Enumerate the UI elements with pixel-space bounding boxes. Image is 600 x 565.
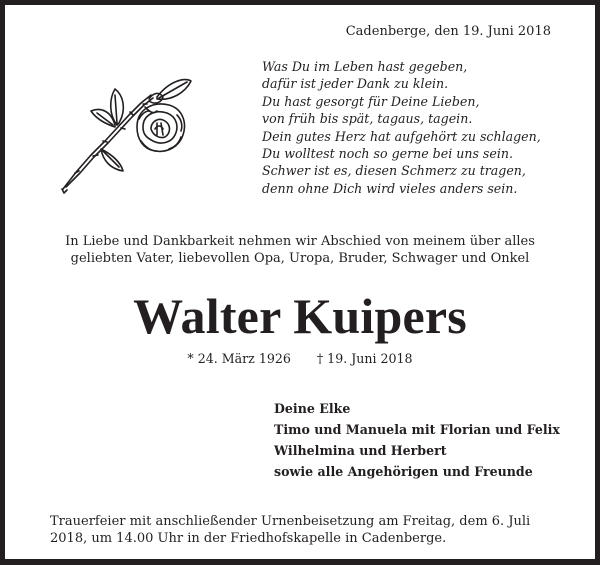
poem-line: Dein gutes Herz hat aufgehört zu schlagen, [262,128,541,144]
poem-line: Du hast gesorgt für Deine Lieben, [262,93,480,109]
mourner-line: sowie alle Angehörigen und Freunde [274,464,533,479]
mourners-list [274,398,560,482]
poem-line: Du wolltest noch so gerne bei uns sein. [262,146,513,162]
life-dates [5,351,595,366]
funeral-line: Trauerfeier mit anschließender Urnenbeisetzung am Freitag, dem 6. Juli [50,514,531,529]
mourner-line: Deine Elke [274,401,351,416]
deceased-name: Walter Kuipers [133,288,467,344]
poem-line: von früh bis spät, tagaus, tagein. [262,111,473,127]
place-and-date: Cadenberge, den 19. Juni 2018 [345,24,551,39]
death-date: † 19. Juni 2018 [316,351,413,366]
rose-icon [57,71,193,201]
poem-line: Was Du im Leben hast gegeben, [262,59,468,74]
mourner-line: Wilhelmina und Herbert [274,443,447,458]
memorial-poem [262,58,541,197]
birth-date: * 24. März 1926 [187,351,291,366]
funeral-line: 2018, um 14.00 Uhr in der Friedhofskapelle in Cadenberge. [50,531,447,546]
intro-line: geliebten Vater, liebevollen Opa, Uropa, Bruder, Schwager und Onkel [70,251,530,266]
mourner-line: Timo und Manuela mit Florian und Felix [274,422,560,437]
poem-line: denn ohne Dich wird vieles anders sein. [262,180,518,196]
intro-line: In Liebe und Dankbarkeit nehmen wir Abschied von meinem über alles [65,234,535,249]
poem-line: Schwer ist es, diesen Schmerz zu tragen, [262,163,526,179]
poem-line: dafür ist jeder Dank zu klein. [262,76,449,92]
farewell-intro [5,233,595,267]
funeral-info [50,513,530,547]
